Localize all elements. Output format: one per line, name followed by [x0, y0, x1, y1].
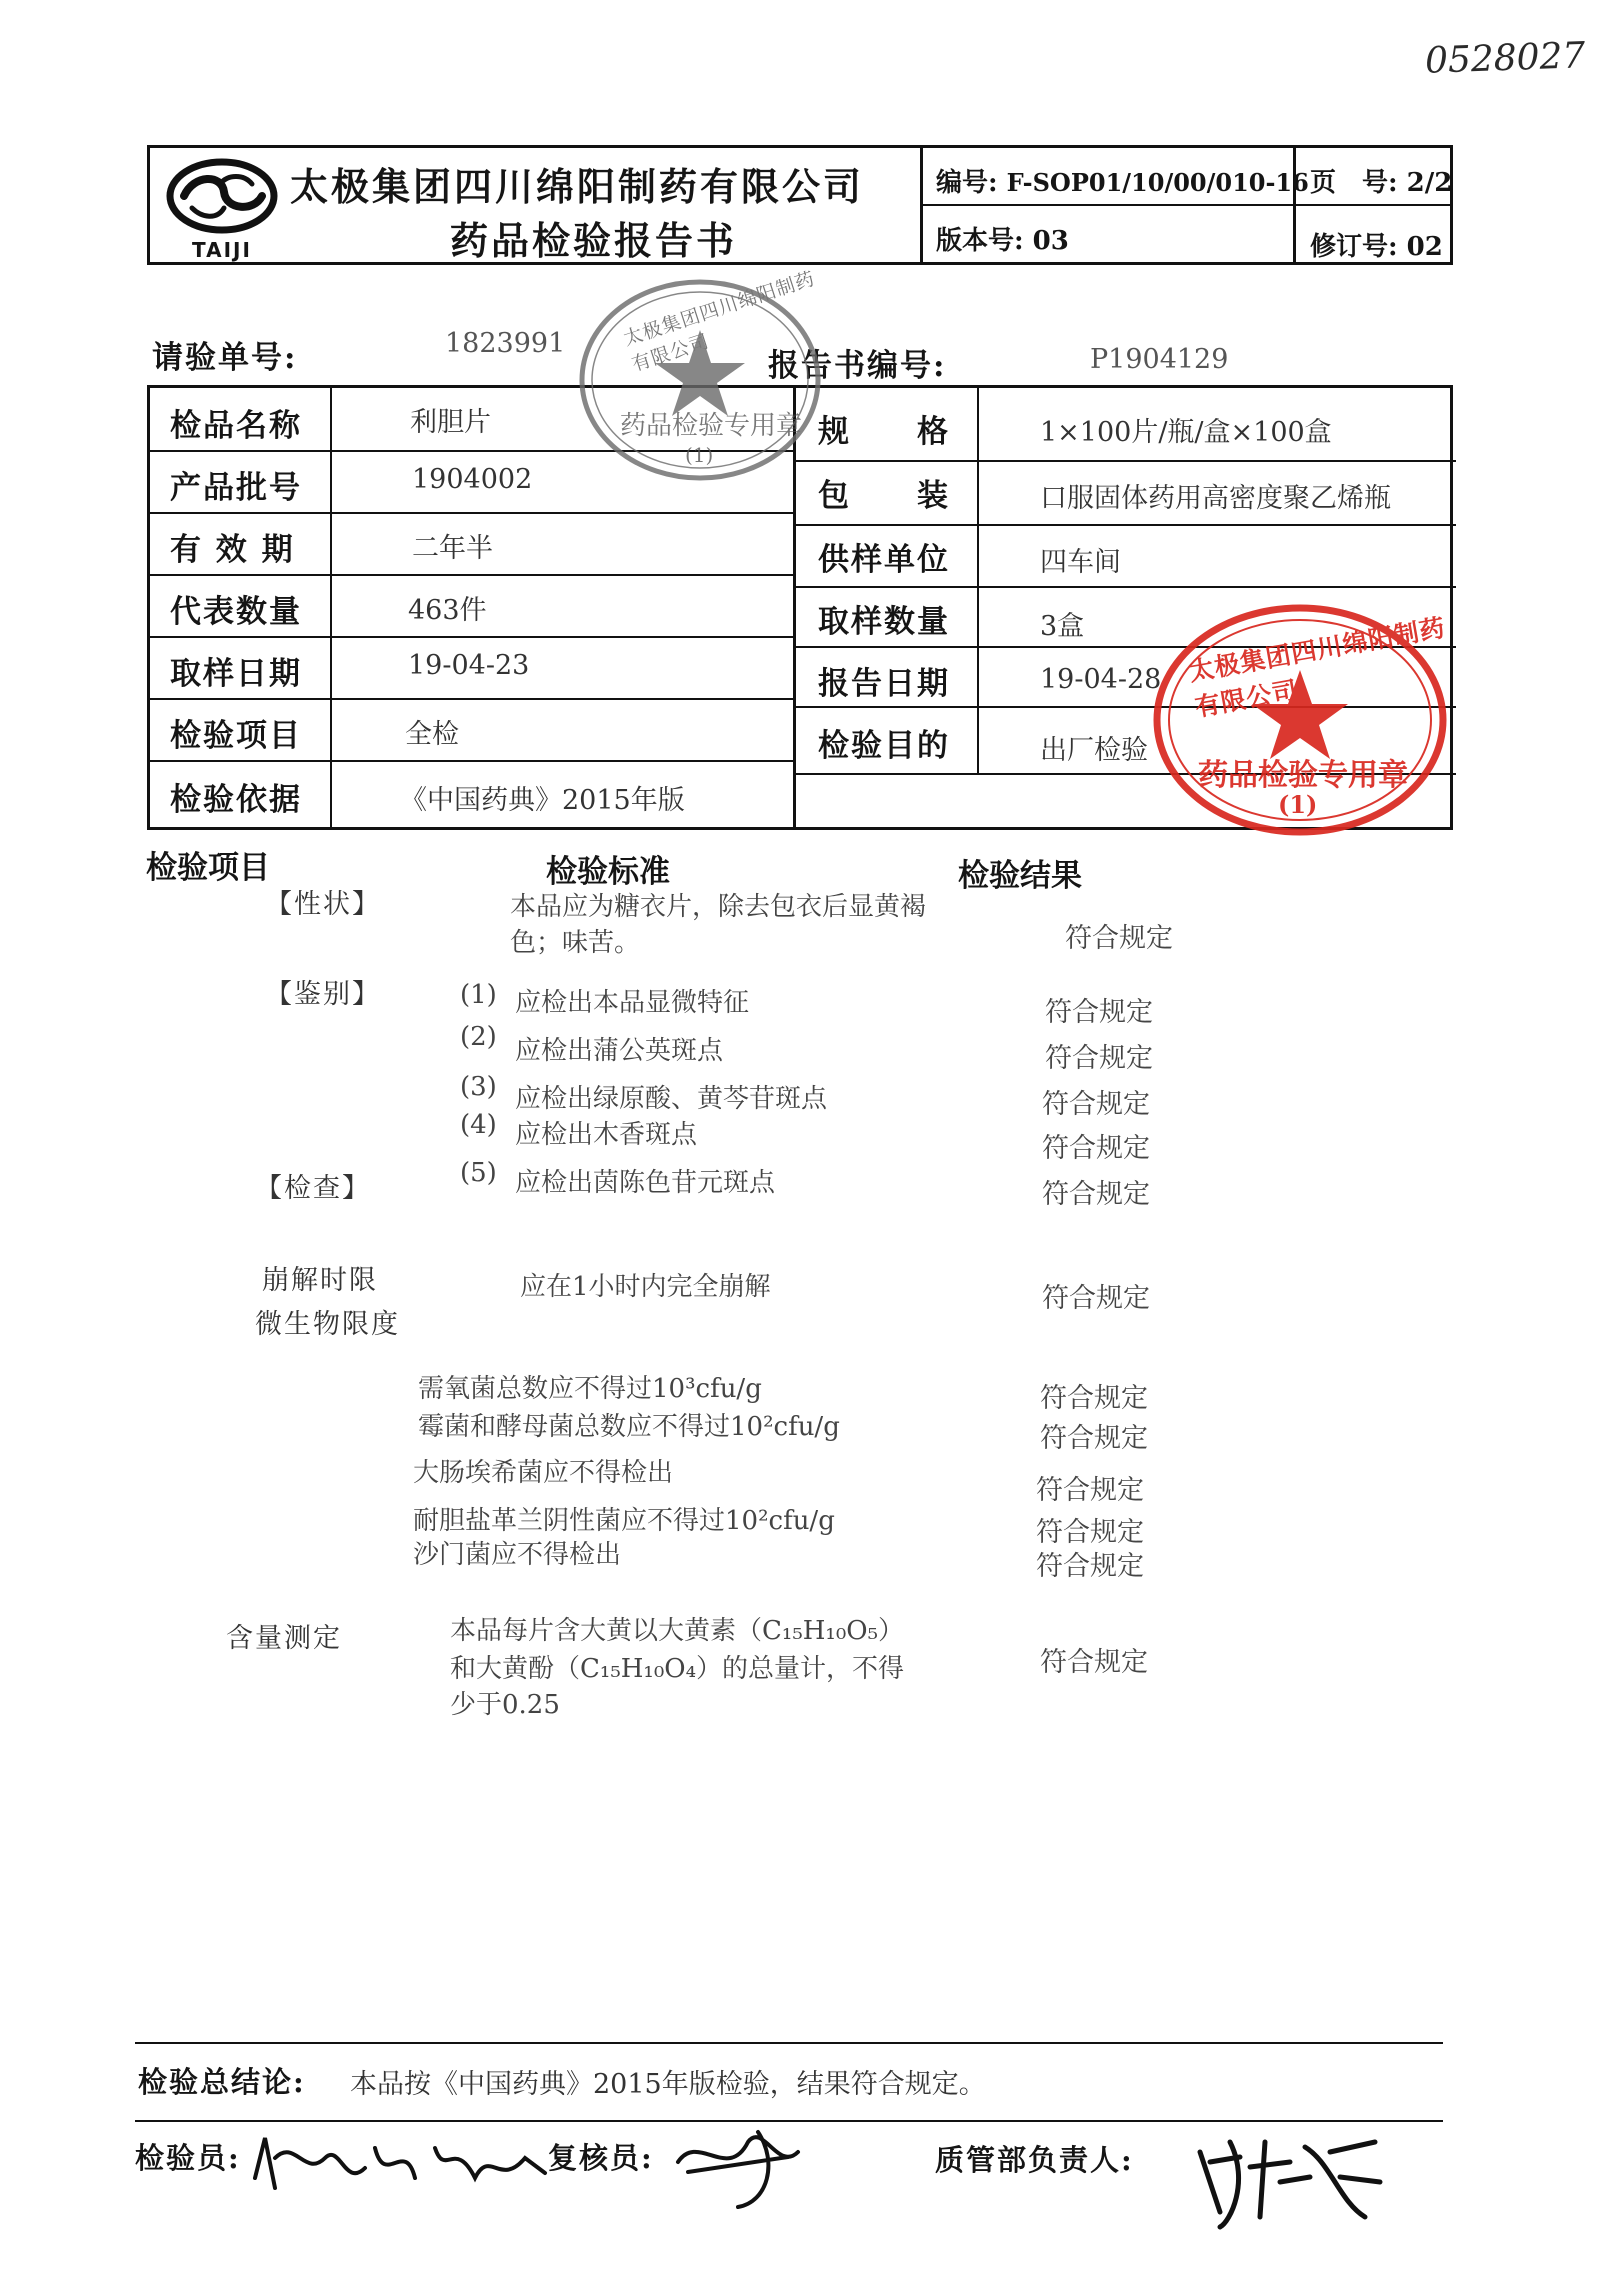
report-no-value: P1904129: [1090, 344, 1229, 375]
micro4-standard: 耐胆盐革兰阴性菌应不得过10²cfu/g: [413, 1506, 835, 1536]
page-field: [1310, 162, 1452, 199]
document-title: 药品检验报告书: [450, 218, 738, 263]
request-no-value: 1823991: [445, 328, 566, 359]
section-appearance: 【性状】: [265, 889, 381, 920]
batch-value: 1904002: [412, 464, 533, 495]
code-label: 编号:: [936, 168, 998, 198]
gray-stamp-text: 太极集团四川绵阳制药有限公司: [620, 267, 818, 376]
micro5-result: 符合规定: [1036, 1551, 1144, 1582]
items-value: 全检: [405, 719, 459, 750]
micro2-result: 符合规定: [1040, 1423, 1148, 1454]
micro5-standard: 沙门菌应不得检出: [413, 1540, 622, 1570]
id3-no: (3): [460, 1072, 497, 1102]
sample-qty-label: 取样数量: [818, 604, 950, 640]
purpose-value: 出厂检验: [1040, 735, 1148, 766]
supplier-label: 供样单位: [818, 542, 950, 578]
version-label: 版本号:: [936, 226, 1024, 256]
corner-note: 0528027: [1424, 35, 1587, 82]
page-value: 2/2: [1406, 168, 1453, 198]
logo-text: TAIJI: [192, 238, 252, 262]
section-microbial: 微生物限度: [255, 1309, 400, 1340]
request-no-label: 请验单号:: [152, 340, 298, 376]
red-inspection-stamp: [1150, 600, 1450, 840]
appearance-standard-line1: 本品应为糖衣片，除去包衣后显黄褐: [510, 892, 927, 922]
taiji-logo-icon: [162, 156, 282, 236]
disintegration-standard: 应在1小时内完全崩解: [520, 1272, 771, 1302]
micro4-result: 符合规定: [1036, 1517, 1144, 1548]
revision-field: [1310, 226, 1443, 263]
id3-result: 符合规定: [1042, 1089, 1150, 1120]
assay-result: 符合规定: [1040, 1647, 1148, 1678]
section-disintegration: 崩解时限: [262, 1265, 378, 1296]
conclusion-label: 检验总结论:: [138, 2065, 306, 2099]
id4-no: (4): [460, 1110, 497, 1140]
conclusion-value: 本品按《中国药典》2015年版检验，结果符合规定。: [350, 2069, 986, 2100]
package-value: 口服固体药用高密度聚乙烯瓶: [1040, 483, 1391, 514]
id5-no: (5): [460, 1158, 497, 1188]
id4-result: 符合规定: [1042, 1133, 1150, 1164]
id5-result: 符合规定: [1042, 1179, 1150, 1210]
purpose-label: 检验目的: [818, 728, 950, 764]
id1-result: 符合规定: [1045, 997, 1153, 1028]
micro3-result: 符合规定: [1036, 1475, 1144, 1506]
id1-no: (1): [460, 980, 497, 1010]
assay-standard-line1: 本品每片含大黄以大黄素（C₁₅H₁₀O₅）: [450, 1616, 904, 1646]
footer-divider: [135, 2042, 1443, 2044]
gray-stamp-num: (1): [685, 443, 714, 467]
name-value: 利胆片: [410, 407, 491, 438]
supplier-value: 四车间: [1040, 547, 1121, 578]
micro3-standard: 大肠埃希菌应不得检出: [413, 1458, 674, 1488]
validity-label: 有 效 期: [170, 532, 295, 568]
column-item: 检验项目: [146, 850, 270, 886]
section-identification: 【鉴别】: [265, 979, 381, 1010]
reviewer-label: 复核员:: [548, 2141, 654, 2175]
batch-label: 产品批号: [170, 470, 302, 506]
sample-date-value: 19-04-23: [408, 650, 530, 681]
micro1-standard: 需氧菌总数应不得过10³cfu/g: [418, 1374, 762, 1404]
report-date-label: 报告日期: [818, 666, 950, 702]
assay-standard-line2: 和大黄酚（C₁₅H₁₀O₄）的总量计，不得: [450, 1654, 904, 1684]
red-stamp-text: 太极集团四川绵阳制药有限公司: [1186, 612, 1448, 723]
spec-value: 1×100片/瓶/盒×100盒: [1040, 417, 1332, 448]
section-inspection: 【检查】: [255, 1173, 371, 1204]
id2-standard: 应检出蒲公英斑点: [515, 1036, 724, 1066]
disintegration-result: 符合规定: [1042, 1283, 1150, 1314]
basis-label: 检验依据: [170, 782, 302, 818]
document-header: [147, 145, 1453, 265]
report-no-label: 报告书编号:: [768, 348, 947, 384]
id1-standard: 应检出本品显微特征: [515, 988, 750, 1018]
package-label: 包 装: [818, 478, 950, 514]
version-value: 03: [1032, 226, 1069, 256]
id3-standard: 应检出绿原酸、黄芩苷斑点: [515, 1084, 828, 1114]
appearance-standard-line2: 色；味苦。: [510, 928, 641, 958]
name-label: 检品名称: [170, 408, 302, 444]
company-name: 太极集团四川绵阳制药有限公司: [290, 164, 865, 209]
report-date-value: 19-04-28: [1040, 664, 1162, 695]
id2-result: 符合规定: [1045, 1043, 1153, 1074]
column-standard: 检验标准: [546, 854, 670, 890]
gray-stamp-sub: 药品检验专用章: [620, 411, 803, 441]
code-value: F-SOP01/10/00/010-16: [1006, 168, 1309, 197]
micro1-result: 符合规定: [1040, 1383, 1148, 1414]
code-field: [936, 162, 1309, 199]
reviewer-signature: [668, 2112, 808, 2216]
sample-date-label: 取样日期: [170, 656, 302, 692]
sample-qty-value: 3盒: [1040, 611, 1085, 642]
red-stamp-num: (1): [1278, 790, 1318, 819]
revision-value: 02: [1406, 232, 1443, 262]
gray-inspection-stamp: [575, 267, 825, 485]
taiji-logo: [162, 156, 282, 260]
appearance-result: 符合规定: [1065, 923, 1173, 954]
id2-no: (2): [460, 1022, 497, 1052]
inspector-label: 检验员:: [135, 2141, 241, 2175]
micro2-standard: 霉菌和酵母菌总数应不得过10²cfu/g: [418, 1412, 840, 1442]
page-label: 页 号:: [1310, 168, 1398, 198]
validity-value: 二年半: [412, 533, 493, 564]
column-result: 检验结果: [958, 858, 1082, 894]
spec-label: 规 格: [818, 414, 950, 450]
section-assay: 含量测定: [226, 1623, 342, 1654]
assay-standard-line3: 少于0.25: [450, 1690, 560, 1720]
id4-standard: 应检出木香斑点: [515, 1120, 698, 1150]
quantity-value: 463件: [408, 595, 487, 626]
items-label: 检验项目: [170, 718, 302, 754]
version-field: [936, 220, 1069, 257]
qa-head-label: 质管部负责人:: [935, 2143, 1134, 2177]
qa-head-signature: [1190, 2122, 1390, 2236]
quantity-label: 代表数量: [170, 594, 302, 630]
revision-label: 修订号:: [1310, 232, 1398, 262]
red-stamp-sub: 药品检验专用章: [1198, 758, 1408, 793]
basis-value: 《中国药典》2015年版: [400, 785, 685, 816]
id5-standard: 应检出茵陈色苷元斑点: [515, 1168, 776, 1198]
inspector-signature: [245, 2118, 565, 2212]
